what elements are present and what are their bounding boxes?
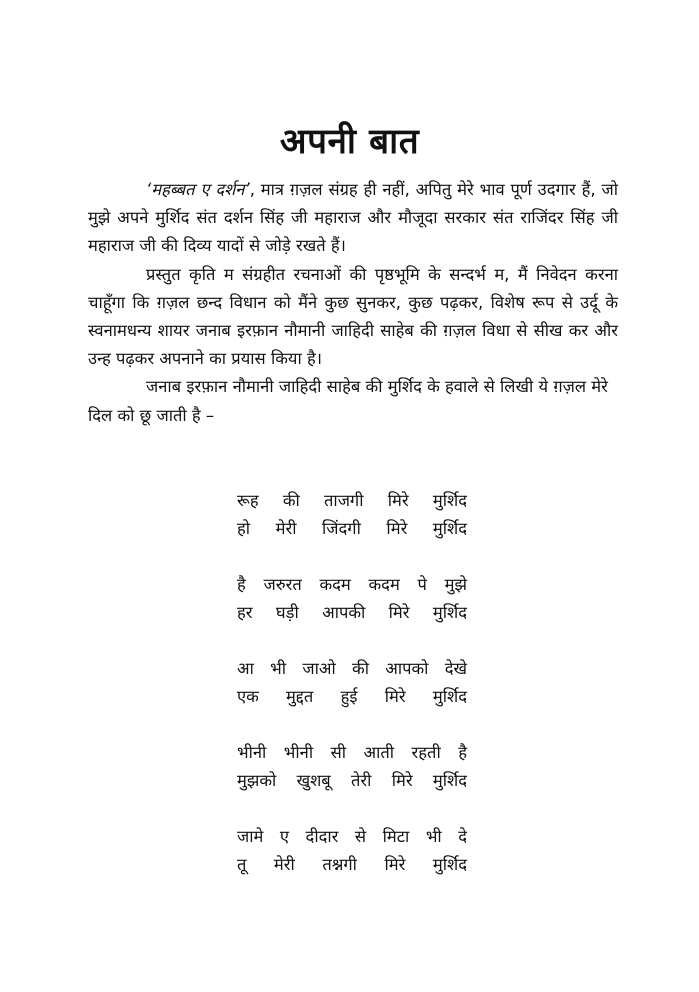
poem-line: हर घड़ी आपकी मिरे मुर्शिद <box>237 603 467 622</box>
poem-stanza <box>237 571 467 627</box>
poem-line: हो मेरी जिंदगी मिरे मुर्शिद <box>237 519 467 538</box>
book-title-reference: ‘महब्बत ए दर्शन’ <box>146 180 250 199</box>
paragraph-2: प्रस्तुत कृति म संग्रहीत रचनाओं की पृष्ठभूमि के सन्दर्भ म, मैं निवेदन करना चाहूँगा कि ग़ज़ल छन्द विधान को मैंने कुछ सुनकर, कुछ पढ़कर, विशेष रूप से उर्दू के स्वनामधन्य शायर जनाब इरफ़ान नौमानी जाहिदी साहेब की ग़ज़ल विधा से सीख कर और उन्ह पढ़कर अपनाने का प्रयास किया है। <box>88 264 618 369</box>
poem-line: मुझको खुशबू तेरी मिरे मुर्शिद <box>237 771 467 790</box>
ghazal-poem <box>237 487 467 907</box>
poem-line: रूह की ताजगी मिरे मुर्शिद <box>237 491 467 510</box>
poem-line: जामे ए दीदार से मिटा भी दे <box>237 827 467 846</box>
poem-stanza <box>237 823 467 879</box>
paragraph-3: जनाब इरफ़ान नौमानी जाहिदी साहेब की मुर्शिद के हवाले से लिखी ये ग़ज़ल मेरे दिल को छू जाती है – <box>88 377 608 425</box>
poem-line: तू मेरी तश्नगी मिरे मुर्शिद <box>237 855 467 874</box>
preface-body <box>88 176 618 430</box>
poem-line: एक मुद्दत हुई मिरे मुर्शिद <box>237 687 467 706</box>
paragraph-1-text: , मात्र ग़ज़ल संग्रह ही नहीं, अपितु मेरे भाव पूर्ण उदगार हैं, जो मुझे अपने मुर्शिद संत दर्शन सिंह जी महाराज और मौजूदा सरकार संत राजिंदर सिंह जी महाराज जी की दिव्य यादों से जोड़े रखते हैं। <box>88 180 618 256</box>
poem-stanza <box>237 739 467 795</box>
poem-line: भीनी भीनी सी आती रहती है <box>237 743 467 762</box>
page-title: अपनी बात <box>279 122 420 163</box>
poem-stanza <box>237 487 467 543</box>
poem-line: आ भी जाओ की आपको देखे <box>237 659 467 678</box>
poem-stanza <box>237 655 467 711</box>
paragraph-1 <box>88 176 618 261</box>
poem-line: है जरुरत कदम कदम पे मुझे <box>237 575 467 594</box>
